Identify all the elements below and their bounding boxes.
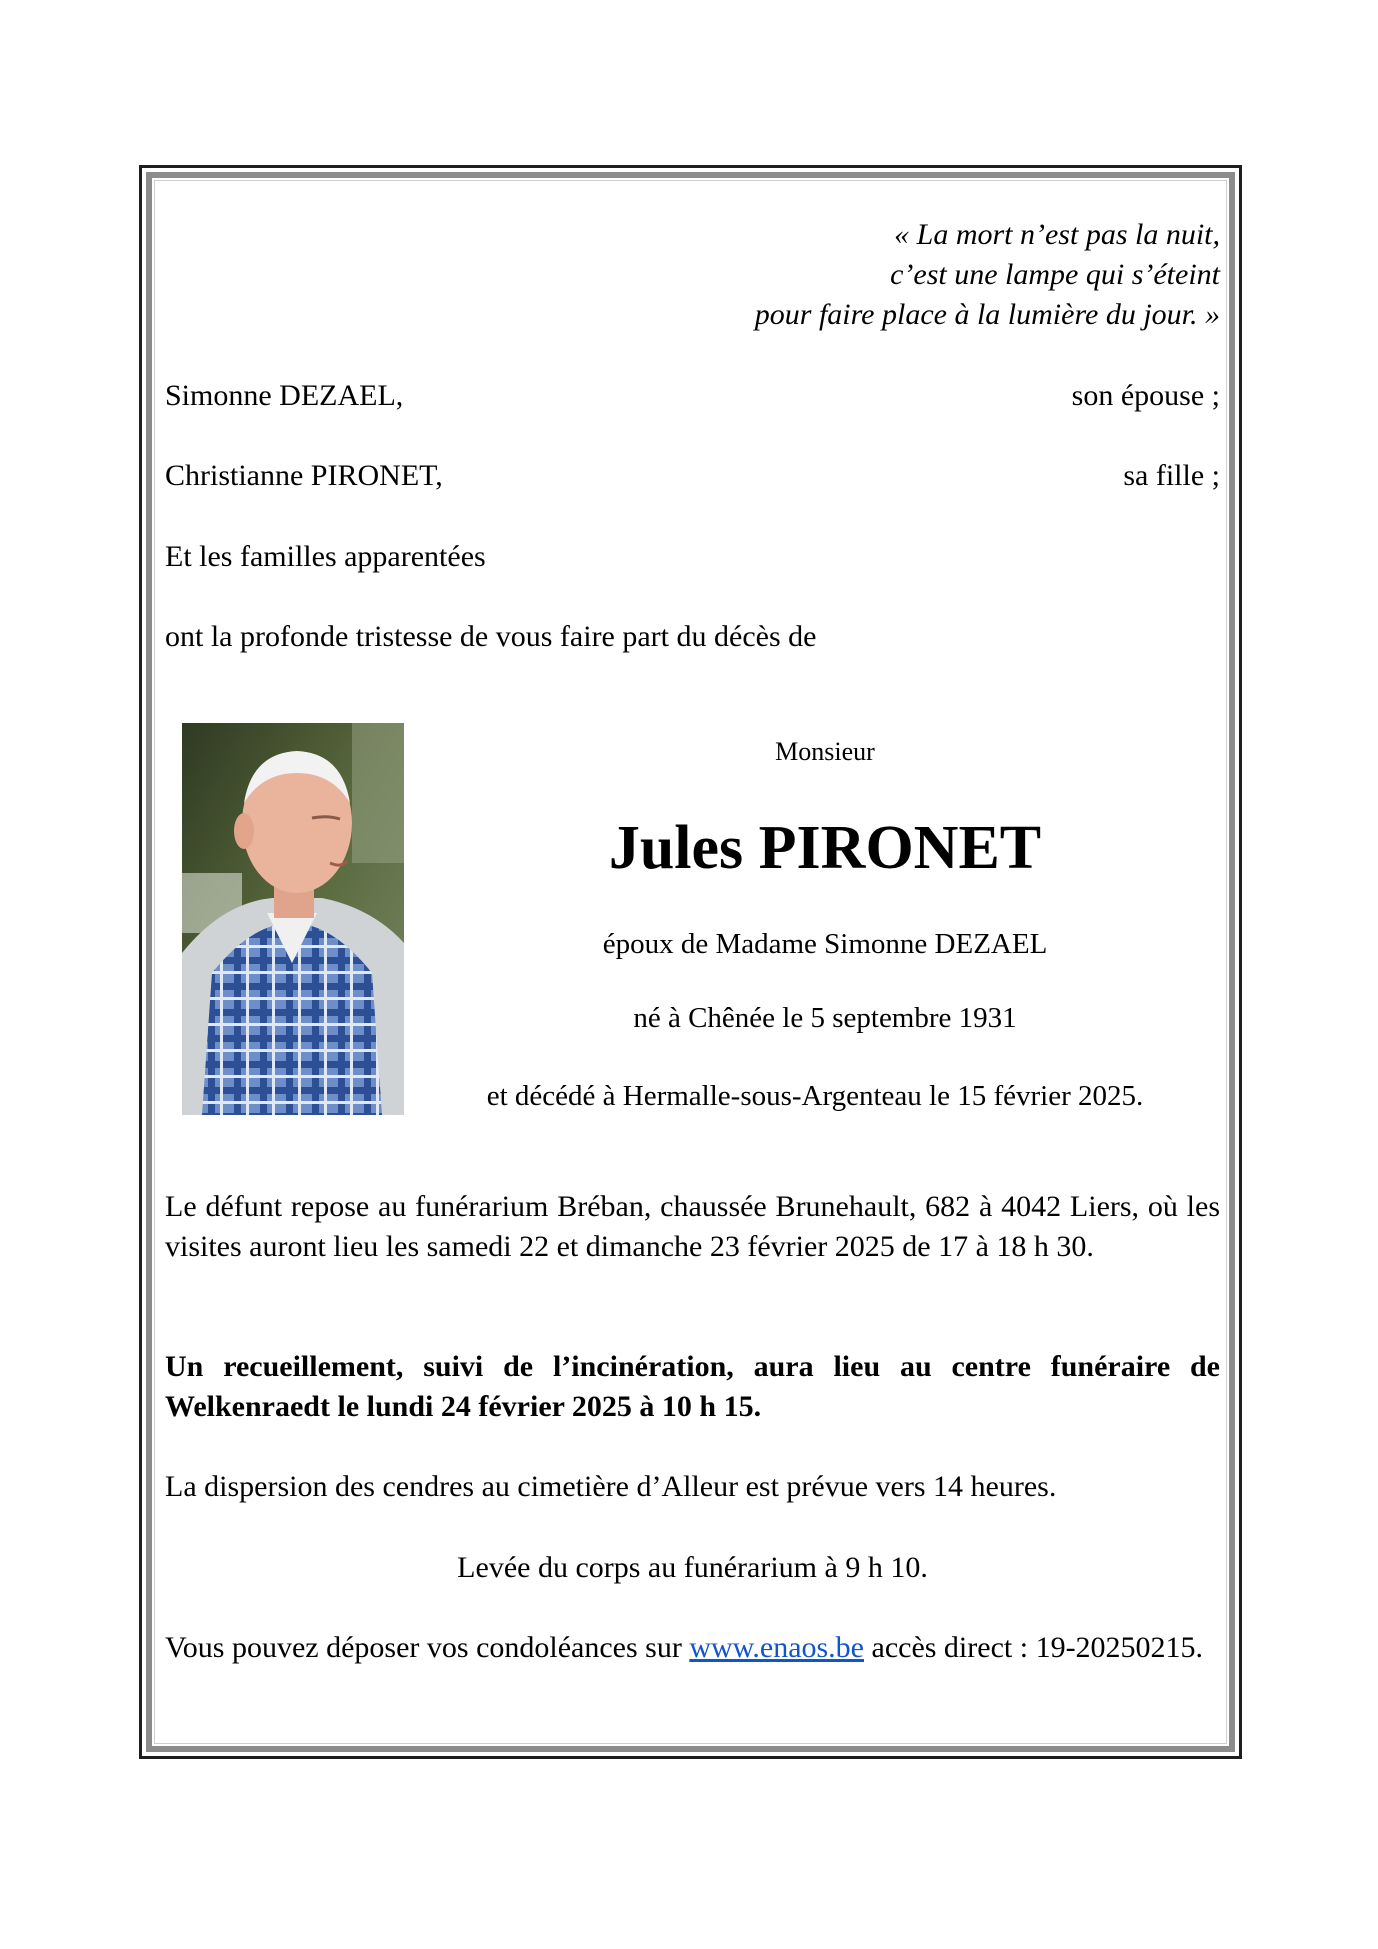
quote-line-3: pour faire place à la lumière du jour. » (754, 298, 1220, 331)
family-row-daughter (165, 456, 1220, 496)
family-relation: sa fille ; (1123, 459, 1220, 492)
condolences-access: accès direct : 19-20250215. (871, 1631, 1204, 1664)
condolences-text: Vous pouvez déposer vos condoléances sur (165, 1631, 682, 1664)
condolences-link[interactable]: www.enaos.be (689, 1631, 864, 1664)
deceased-photo (182, 723, 404, 1115)
family-relation: son épouse ; (1071, 379, 1220, 412)
families-line: Et les familles apparentées (165, 540, 486, 573)
death-line: et décédé à Hermalle-sous-Argenteau le 15 février 2025. (486, 1080, 1144, 1112)
honorific: Monsieur (775, 737, 875, 766)
dispersion-paragraph: La dispersion des cendres au cimetière d’Alleur est prévue vers 14 heures. (165, 1470, 1057, 1503)
quote-line-2: c’est une lampe qui s’éteint (890, 258, 1220, 291)
condolences-paragraph (165, 1628, 1220, 1668)
epitaph-quote (165, 215, 1220, 335)
announcement-line: ont la profonde tristesse de vous faire part du décès de (165, 620, 817, 653)
spouse-line: époux de Madame Simonne DEZAEL (602, 928, 1048, 960)
quote-line-1: « La mort n’est pas la nuit, (894, 218, 1220, 251)
family-name: Simonne DEZAEL, (165, 379, 404, 412)
family-name: Christianne PIRONET, (165, 459, 443, 492)
levee-line: Levée du corps au funérarium à 9 h 10. (457, 1551, 928, 1584)
ceremony-paragraph: Un recueillement, suivi de l’incinération, aura lieu au centre funéraire de Welkenraedt le lundi 24 février 2025 à 10 h 15. (165, 1350, 1220, 1423)
repose-paragraph: Le défunt repose au funérarium Bréban, chaussée Brunehault, 682 à 4042 Liers, où les visites auront lieu les samedi 22 et dimanche 23 février 2025 de 17 à 18 h 30. (165, 1190, 1220, 1263)
birth-line: né à Chênée le 5 septembre 1931 (633, 1002, 1017, 1034)
family-row-spouse (165, 376, 1220, 416)
deceased-name: Jules PIRONET (608, 814, 1042, 882)
